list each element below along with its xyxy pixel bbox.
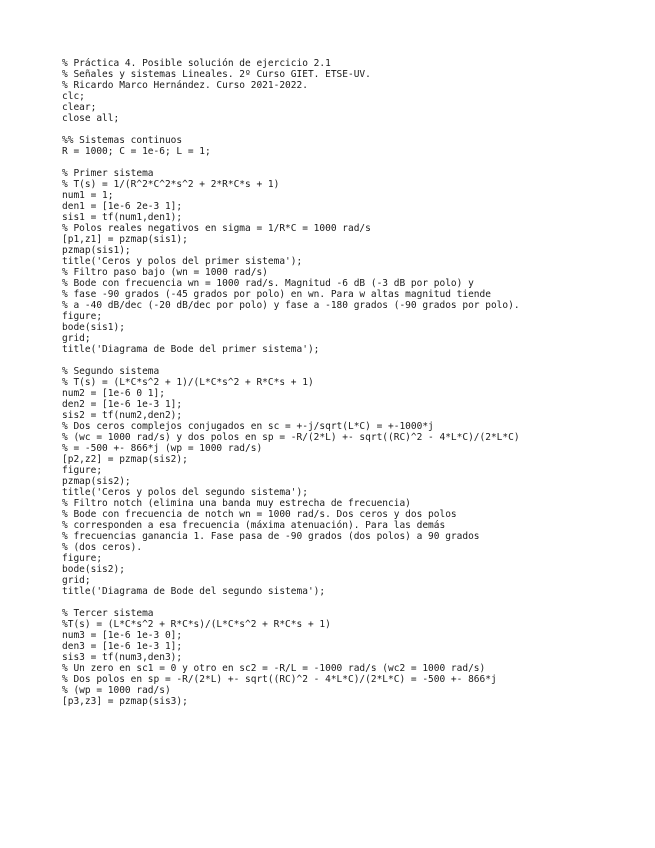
code-line: [p1,z1] = pzmap(sis1); — [62, 234, 188, 245]
code-line: % Señales y sistemas Lineales. 2º Curso GIET. ETSE-UV. — [62, 69, 371, 80]
code-line: % Bode con frecuencia wn = 1000 rad/s. Magnitud -6 dB (-3 dB por polo) y — [62, 278, 474, 289]
code-line: sis2 = tf(num2,den2); — [62, 410, 183, 421]
code-line: title('Diagrama de Bode del segundo sistema'); — [62, 586, 326, 597]
code-line: num1 = 1; — [62, 190, 114, 201]
code-line: den2 = [1e-6 1e-3 1]; — [62, 399, 183, 410]
code-line: [p2,z2] = pzmap(sis2); — [62, 454, 188, 465]
code-line: % Primer sistema — [62, 168, 154, 179]
code-line: den3 = [1e-6 1e-3 1]; — [62, 641, 183, 652]
code-line: title('Diagrama de Bode del primer sistema'); — [62, 344, 320, 355]
code-line: bode(sis1); — [62, 322, 125, 333]
code-line: % a -40 dB/dec (-20 dB/dec por polo) y fase a -180 grados (-90 grados por polo). — [62, 300, 520, 311]
code-line: % corresponden a esa frecuencia (máxima atenuación). Para las demás — [62, 520, 446, 531]
code-listing — [62, 58, 647, 707]
code-line: % Polos reales negativos en sigma = 1/R*C = 1000 rad/s — [62, 223, 371, 234]
code-line: sis3 = tf(num3,den3); — [62, 652, 183, 663]
code-line: clear; — [62, 102, 97, 113]
code-line: figure; — [62, 465, 103, 476]
code-line: num3 = [1e-6 1e-3 0]; — [62, 630, 183, 641]
code-line: R = 1000; C = 1e-6; L = 1; — [62, 146, 211, 157]
code-line: sis1 = tf(num1,den1); — [62, 212, 183, 223]
code-line: figure; — [62, 553, 103, 564]
code-line: % Tercer sistema — [62, 608, 154, 619]
code-line: % Bode con frecuencia de notch wn = 1000 rad/s. Dos ceros y dos polos — [62, 509, 457, 520]
blank-line — [62, 355, 647, 366]
code-line: % Filtro notch (elimina una banda muy estrecha de frecuencia) — [62, 498, 411, 509]
code-line: [p3,z3] = pzmap(sis3); — [62, 696, 188, 707]
code-line: % (wc = 1000 rad/s) y dos polos en sp = -R/(2*L) +- sqrt((RC)^2 - 4*L*C)/(2*L*C) — [62, 432, 520, 443]
blank-line — [62, 157, 647, 168]
code-line: grid; — [62, 575, 91, 586]
code-line: % frecuencias ganancia 1. Fase pasa de -90 grados (dos polos) a 90 grados — [62, 531, 480, 542]
code-line: den1 = [1e-6 2e-3 1]; — [62, 201, 183, 212]
code-line: figure; — [62, 311, 103, 322]
code-line: % Práctica 4. Posible solución de ejercicio 2.1 — [62, 58, 331, 69]
blank-line — [62, 597, 647, 608]
code-line: % fase -90 grados (-45 grados por polo) en wn. Para w altas magnitud tiende — [62, 289, 491, 300]
code-line: bode(sis2); — [62, 564, 125, 575]
code-line: % (wp = 1000 rad/s) — [62, 685, 171, 696]
code-line: %T(s) = (L*C*s^2 + R*C*s)/(L*C*s^2 + R*C*s + 1) — [62, 619, 331, 630]
code-line: pzmap(sis2); — [62, 476, 131, 487]
code-line: pzmap(sis1); — [62, 245, 131, 256]
code-line: % Un zero en sc1 = 0 y otro en sc2 = -R/L = -1000 rad/s (wc2 = 1000 rad/s) — [62, 663, 486, 674]
code-line: % T(s) = (L*C*s^2 + 1)/(L*C*s^2 + R*C*s + 1) — [62, 377, 314, 388]
code-line: title('Ceros y polos del segundo sistema'); — [62, 487, 308, 498]
code-line: % Segundo sistema — [62, 366, 160, 377]
code-line: grid; — [62, 333, 91, 344]
code-line: % Dos ceros complejos conjugados en sc = +-j/sqrt(L*C) = +-1000*j — [62, 421, 434, 432]
code-line: % Ricardo Marco Hernández. Curso 2021-2022. — [62, 80, 308, 91]
code-line: clc; — [62, 91, 85, 102]
code-line: % (dos ceros). — [62, 542, 143, 553]
code-line: % Filtro paso bajo (wn = 1000 rad/s) — [62, 267, 268, 278]
code-line: %% Sistemas continuos — [62, 135, 183, 146]
code-line: close all; — [62, 113, 120, 124]
code-line: % = -500 +- 866*j (wp = 1000 rad/s) — [62, 443, 263, 454]
code-line: title('Ceros y polos del primer sistema'); — [62, 256, 303, 267]
code-line: % T(s) = 1/(R^2*C^2*s^2 + 2*R*C*s + 1) — [62, 179, 280, 190]
code-line: num2 = [1e-6 0 1]; — [62, 388, 165, 399]
code-line: % Dos polos en sp = -R/(2*L) +- sqrt((RC)^2 - 4*L*C)/(2*L*C) = -500 +- 866*j — [62, 674, 497, 685]
blank-line — [62, 124, 647, 135]
